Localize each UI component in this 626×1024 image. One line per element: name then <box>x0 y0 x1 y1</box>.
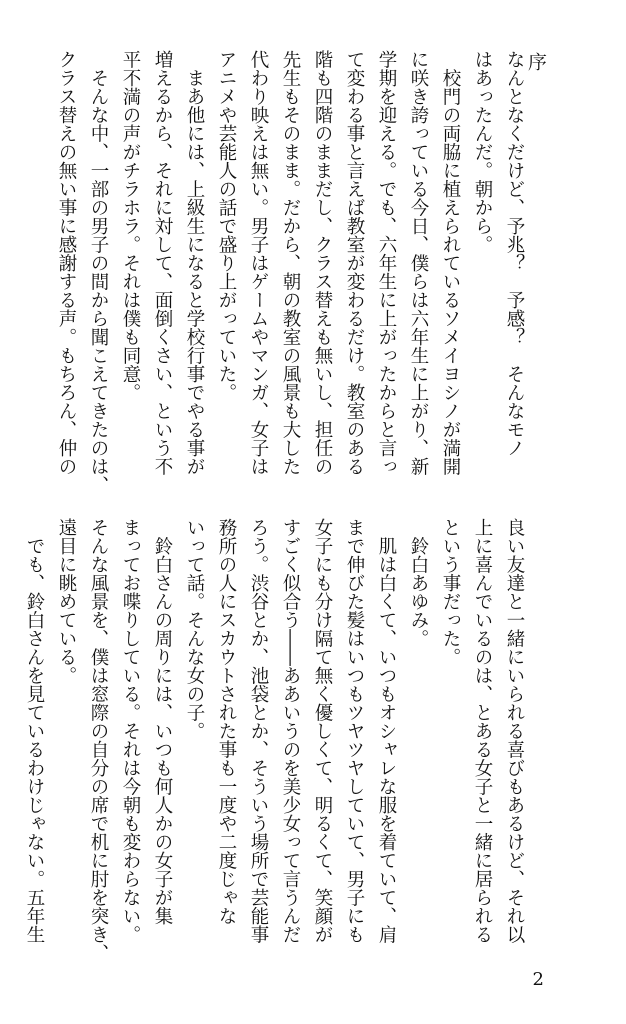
text-line: 鈴白あゆみ。 <box>408 518 429 648</box>
text-line: という事だった。 <box>440 518 461 666</box>
text-line: なんとなくだけど、予兆？ 予感？ そんなモノ <box>504 50 525 457</box>
text-line: 肌は白くて、いつもオシャレな服を着ていて、肩 <box>376 518 397 944</box>
text-line: 代わり映えは無い。男子はゲームやマンガ、女子は <box>248 50 269 476</box>
text-line: そんな中、一部の男子の間から聞こえてきたのは、 <box>88 50 109 494</box>
chapter-title: 序 <box>525 52 547 71</box>
text-line: 校門の両脇に植えられているソメイヨシノが満開 <box>440 50 461 476</box>
text-line: に咲き誇っている今日、僕らは六年生に上がり、新 <box>408 50 429 476</box>
page-number: 2 <box>532 969 544 990</box>
text-line: て変わる事と言えば教室が変わるだけ。教室のある <box>344 50 365 476</box>
text-line: 学期を迎える。でも、六年生に上がったからと言っ <box>376 50 397 476</box>
text-block-top <box>56 50 530 494</box>
text-line: まあ他には、上級生になると学校行事でやる事が <box>184 50 205 476</box>
text-line: でも、鈴白さんを見ているわけじゃない。五年生 <box>24 518 45 944</box>
text-line: 上に喜んでいるのは、とある女子と一緒に居られる <box>472 518 493 944</box>
text-line: 鈴白さんの周りには、いつも何人かの女子が集 <box>152 518 173 925</box>
text-line: アニメや芸能人の話で盛り上がっていた。 <box>216 50 237 402</box>
text-line: まってお喋りしている。それは今朝も変わらない。 <box>120 518 141 944</box>
text-line: 遠目に眺めている。 <box>56 518 77 685</box>
text-line: はあったんだ。朝から。 <box>472 50 493 254</box>
text-line: 平不満の声がチラホラ。それは僕も同意。 <box>120 50 141 402</box>
text-line: すごく似合う――ああいうのを美少女って言うんだ <box>280 518 301 944</box>
text-line: いって話。そんな女の子。 <box>184 518 205 740</box>
text-line: クラス替えの無い事に感謝する声。もちろん、仲の <box>56 50 77 476</box>
text-line: 女子にも分け隔て無く優しくて、明るくて、笑顔が <box>312 518 333 944</box>
text-line: 務所の人にスカウトされた事も一度や二度じゃな <box>216 518 237 925</box>
text-line: ろう。渋谷とか、池袋とか、そういう場所で芸能事 <box>248 518 269 944</box>
text-line: 先生もそのまま。だから、朝の教室の風景も大した <box>280 50 301 476</box>
text-line: そんな風景を、僕は窓際の自分の席で机に肘を突き、 <box>88 518 109 962</box>
text-block-bottom <box>24 518 530 966</box>
text-line: まで伸びた髪はいつもツヤツヤしていて、男子にも <box>344 518 365 944</box>
text-line: 階も四階のままだし、クラス替えも無いし、担任の <box>312 50 333 476</box>
text-line: 増えるから、それに対して、面倒くさい、という不 <box>152 50 173 476</box>
text-line: 良い友達と一緒にいられる喜びもあるけど、それ以 <box>504 518 525 944</box>
